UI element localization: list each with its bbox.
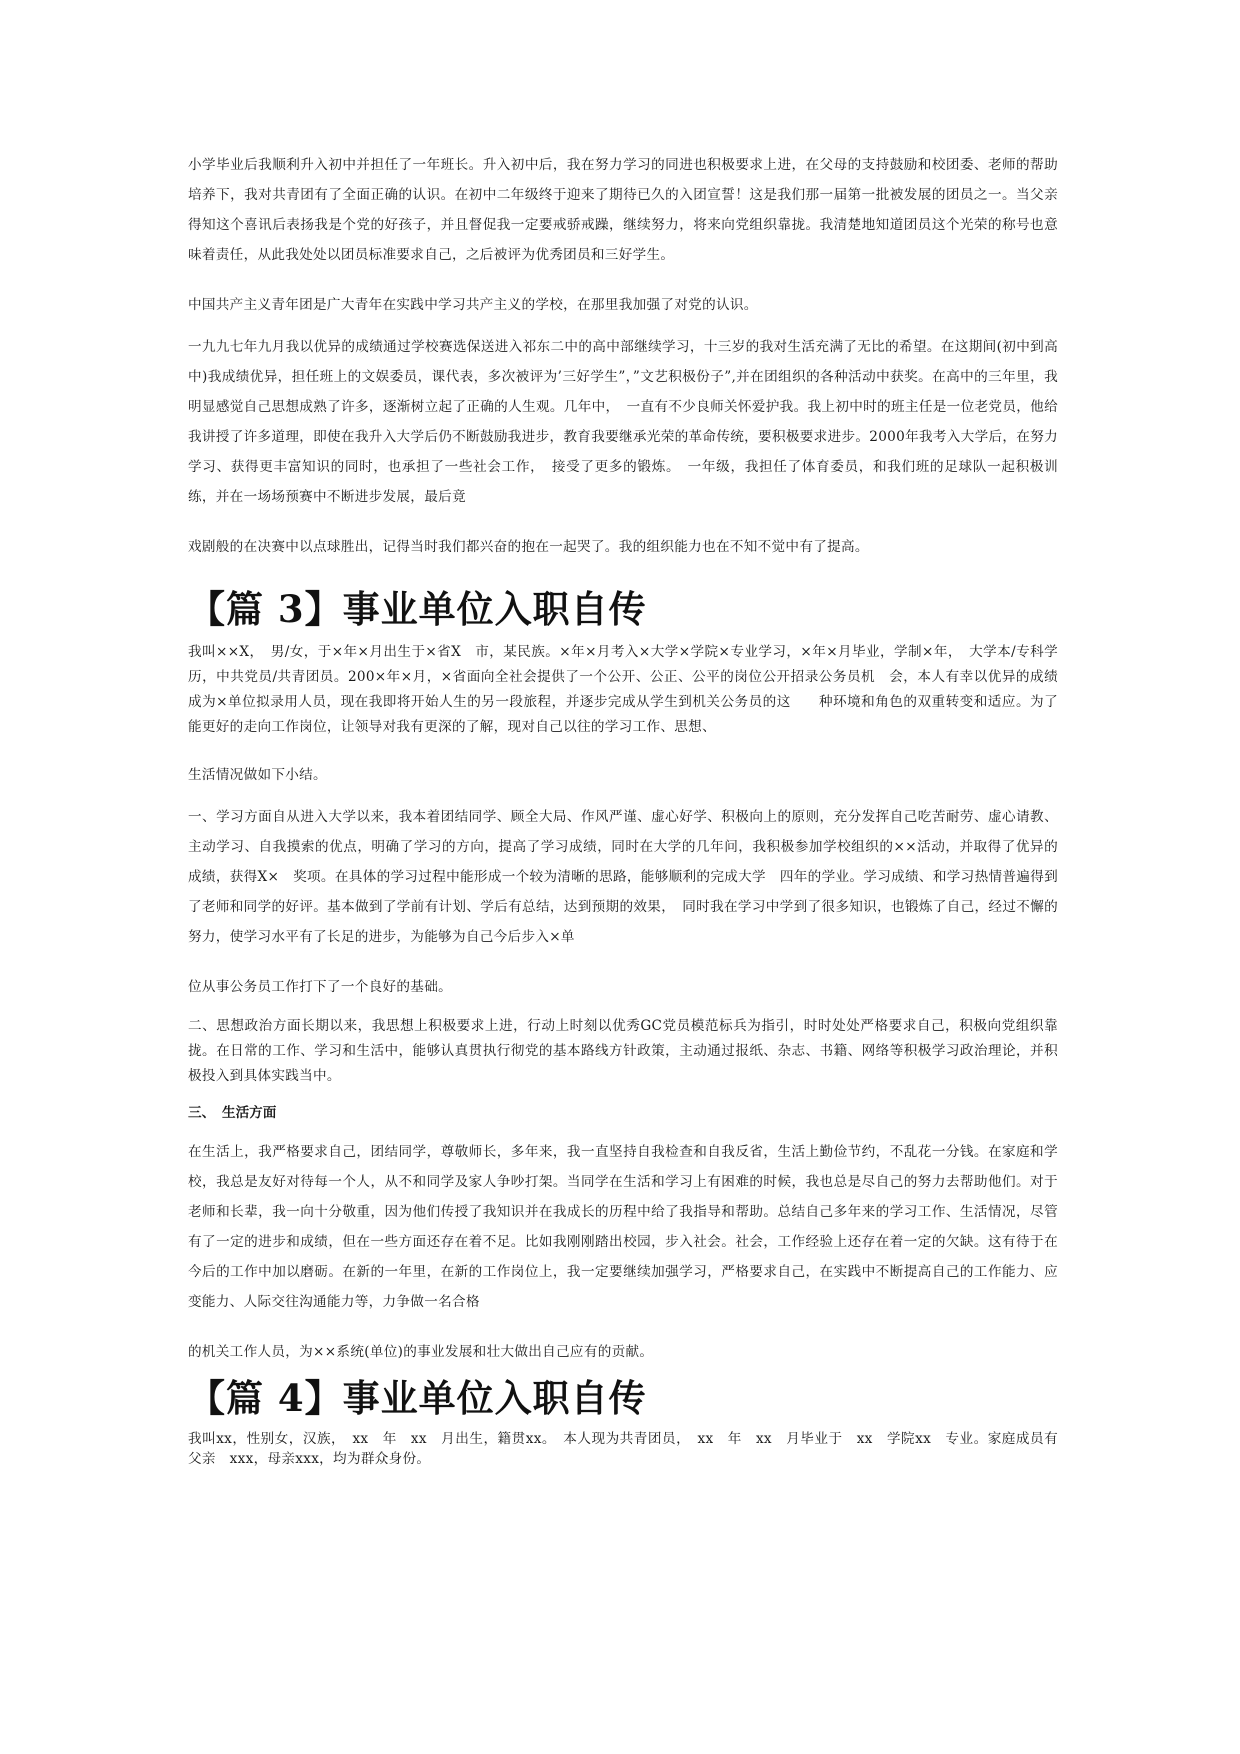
document-page xyxy=(188,150,1058,1469)
paragraph: 二、思想政治方面长期以来，我思想上积极要求上进，行动上时刻以优秀GC党员模范标兵为指引，时时处处严格要求自己，积极向党组织靠拢。在日常的工作、学习和生活中，能够认真贯执行彻党的基本路线方针政策，主动通过报纸、杂志、书籍、网络等积极学习政治理论，并积极投入到具体实践当中。 xyxy=(188,1018,1058,1084)
paragraph: 我叫xx，性别女，汉族， xx 年 xx 月出生，籍贯xx。 本人现为共青团员， xx 年 xx 月毕业于 xx 学院xx 专业。家庭成员有父亲 xxx，母亲xxx，均为群众身份。 xyxy=(188,1431,1058,1467)
section-heading: 【篇 4】事业单位入职自传 xyxy=(188,1376,647,1420)
section-heading: 【篇 3】事业单位入职自传 xyxy=(188,587,647,631)
paragraph: 戏剧般的在决赛中以点球胜出，记得当时我们都兴奋的抱在一起哭了。我的组织能力也在不知不觉中有了提高。 xyxy=(188,539,869,555)
paragraph: 的机关工作人员，为××系统(单位)的事业发展和壮大做出自己应有的贡献。 xyxy=(188,1344,654,1360)
paragraph: 在生活上，我严格要求自己，团结同学，尊敬师长，多年来，我一直坚持自我检查和自我反省，生活上勤俭节约，不乱花一分钱。在家庭和学校，我总是友好对待每一个人，从不和同学及家人争吵打架。当同学在生活和学习上有困难的时候，我也总是尽自己的努力去帮助他们。对于老师和长辈，我一向十分敬重，因为他们传授了我知识并在我成长的历程中给了我指导和帮助。总结自己多年来的学习工作、生活情况，尽管有了一定的进步和成绩，但在一些方面还存在着不足。比如我刚刚踏出校园，步入社会。社会，工作经验上还存在着一定的欠缺。这有待于在今后的工作中加以磨砺。在新的一年里，在新的工作岗位上，我一定要继续加强学习，严格要求自己，在实践中不断提高自己的工作能力、应变能力、人际交往沟通能力等，力争做一名合格 xyxy=(188,1144,1058,1310)
paragraph: 位从事公务员工作打下了一个良好的基础。 xyxy=(188,979,452,995)
paragraph: 一九九七年九月我以优异的成绩通过学校赛选保送进入祁东二中的高中部继续学习，十三岁的我对生活充满了无比的希望。在这期间(初中到高中)我成绩优异，担任班上的文娱委员，课代表，多次被评为’三好学生”，”文艺积极份子”,并在团组织的各种活动中获奖。在高中的三年里，我明显感觉自己思想成熟了许多，逐渐树立起了正确的人生观。几年中， 一直有不少良师关怀爱护我。我上初中时的班主任是一位老党员，他给我讲授了许多道理，即使在我升入大学后仍不断鼓励我进步，教育我要继承光荣的革命传统，要积极要求进步。2000年我考入大学后，在努力学习、获得更丰富知识的同时，也承担了一些社会工作， 接受了更多的锻炼。 一年级，我担任了体育委员，和我们班的足球队一起积极训练，并在一场场预赛中不断进步发展，最后竟 xyxy=(188,339,1058,505)
paragraph: 小学毕业后我顺利升入初中并担任了一年班长。升入初中后，我在努力学习的同进也积极要求上进，在父母的支持鼓励和校团委、老师的帮助培养下，我对共青团有了全面正确的认识。在初中二年级终于迎来了期待已久的入团宣誓！这是我们那一届第一批被发展的团员之一。当父亲得知这个喜讯后表扬我是个党的好孩子，并且督促我一定要戒骄戒躁，继续努力，将来向党组织靠拢。我清楚地知道团员这个光荣的称号也意味着责任，从此我处处以团员标准要求自己，之后被评为优秀团员和三好学生。 xyxy=(188,157,1058,263)
paragraph: 一、学习方面自从进入大学以来，我本着团结同学、顾全大局、作风严谨、虚心好学、积极向上的原则，充分发挥自己吃苦耐劳、虚心请教、主动学习、自我摸索的优点，明确了学习的方向，提高了学习成绩，同时在大学的几年问，我积极参加学校组织的××活动，并取得了优异的成绩，获得X× 奖项。在具体的学习过程中能形成一个较为清晰的思路，能够顺利的完成大学 四年的学业。学习成绩、和学习热情普遍得到了老师和同学的好评。基本做到了学前有计划、学后有总结，达到预期的效果， 同时我在学习中学到了很多知识，也锻炼了自己，经过不懈的努力，使学习水平有了长足的进步，为能够为自己今后步入×单 xyxy=(188,809,1058,945)
subsection-heading: 三、 生活方面 xyxy=(188,1105,277,1121)
paragraph: 我叫××X， 男/女，于×年×月出生于×省X 市，某民族。×年×月考入×大学×学院×专业学习，×年×月毕业，学制×年， 大学本/专科学历，中共党员/共青团员。200×年×月，×省面向全社会提供了一个公开、公正、公平的岗位公开招录公务员机 会，本人有幸以优异的成绩成为×单位拟录用人员，现在我即将开始人生的另一段旅程，并逐步完成从学生到机关公务员的这 种环境和角色的双重转变和适应。为了能更好的走向工作岗位，让领导对我有更深的了解，现对自己以往的学习工作、思想、 xyxy=(188,644,1058,735)
paragraph: 生活情况做如下小结。 xyxy=(188,767,327,783)
paragraph: 中国共产主义青年团是广大青年在实践中学习共产主义的学校，在那里我加强了对党的认识。 xyxy=(188,297,758,313)
